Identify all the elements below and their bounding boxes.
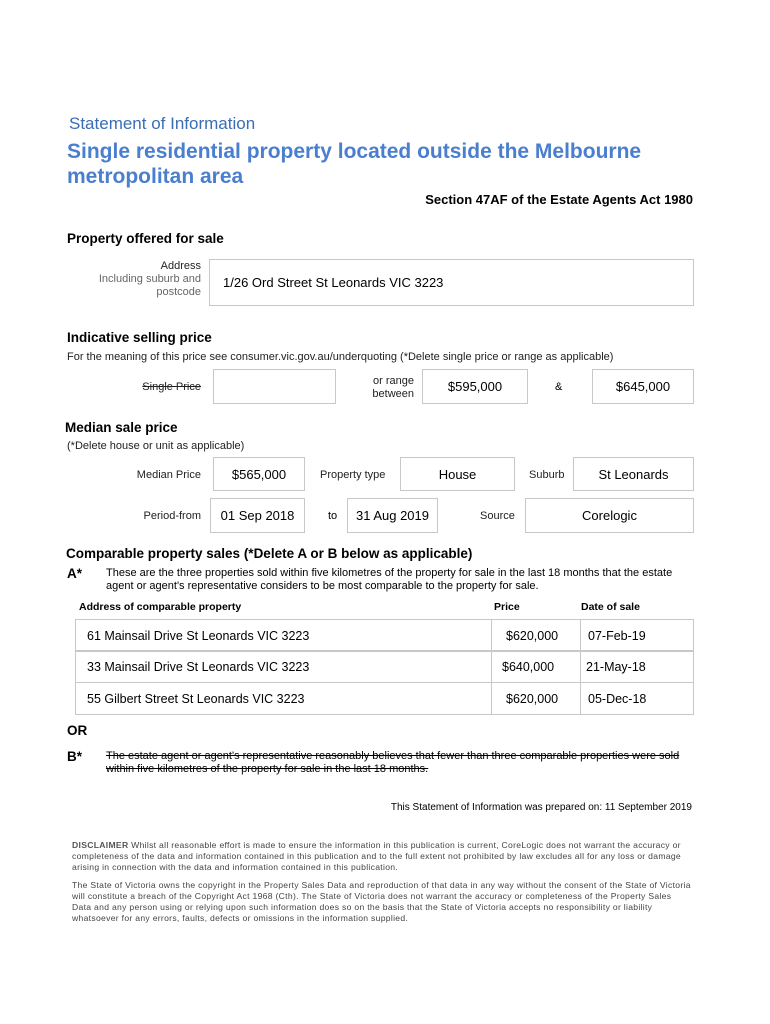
comparable-address: 33 Mainsail Drive St Leonards VIC 3223: [87, 659, 310, 674]
address-label-line: Address: [160, 260, 201, 272]
prepared-date: This Statement of Information was prepared on: 11 September 2019: [390, 802, 692, 813]
single-price-field[interactable]: [213, 369, 336, 404]
col-header-address: Address of comparable property: [79, 601, 242, 613]
source-label: Source: [480, 510, 515, 522]
address-label: [80, 260, 201, 299]
range-label-line: or range: [373, 375, 414, 387]
range-low-value: $595,000: [447, 379, 503, 394]
single-price-label: Single Price: [142, 381, 201, 393]
disclaimer-paragraph: [72, 840, 692, 873]
period-from-label: Period-from: [143, 510, 201, 522]
range-ampersand: &: [555, 381, 563, 393]
document-subtitle: Statement of Information: [69, 114, 256, 133]
address-field[interactable]: [209, 259, 694, 306]
option-a-marker: A*: [67, 566, 83, 581]
col-header-date: Date of sale: [581, 601, 640, 613]
comparable-heading: Comparable property sales (*Delete A or B below as applicable): [66, 546, 473, 561]
comparable-date: 05-Dec-18: [588, 691, 647, 706]
table-row: [75, 650, 694, 683]
median-note: (*Delete house or unit as applicable): [67, 440, 245, 452]
source-value: Corelogic: [582, 508, 637, 523]
property-heading: Property offered for sale: [67, 231, 224, 246]
comparable-price: $620,000: [506, 628, 559, 643]
table-row: [75, 619, 694, 652]
comparable-price: $640,000: [502, 659, 555, 674]
period-to-label: to: [328, 510, 338, 522]
period-from-value: 01 Sep 2018: [220, 508, 295, 523]
median-price-value: $565,000: [231, 466, 287, 482]
indicative-note: For the meaning of this price see consumer.vic.gov.au/underquoting (*Delete single price or range as applicable): [67, 351, 614, 363]
period-to-value: 31 Aug 2019: [355, 508, 430, 523]
act-reference: Section 47AF of the Estate Agents Act 1980: [425, 192, 693, 207]
column-divider: [580, 620, 581, 651]
column-divider: [491, 651, 492, 682]
address-label-line: Including suburb and: [98, 273, 201, 285]
document-title: Single residential property located outside the Melbourne metropolitan area: [67, 140, 642, 188]
comparable-date: 21-May-18: [586, 659, 646, 674]
option-b-text: The estate agent or agent's representative reasonably believes that fewer than three comparable properties were sold within five kilometres of the property for sale in the last 18 months.: [106, 750, 680, 775]
comparable-price: $620,000: [506, 691, 559, 706]
table-row: [75, 682, 694, 715]
indicative-heading: Indicative selling price: [67, 330, 212, 345]
suburb-value: St Leonards: [598, 466, 669, 482]
col-header-price: Price: [494, 601, 520, 613]
property-type-field[interactable]: [400, 457, 515, 491]
property-type-label: Property type: [320, 469, 386, 481]
median-heading: Median sale price: [65, 420, 178, 435]
range-high-field[interactable]: [592, 369, 694, 404]
period-to-field[interactable]: [347, 498, 438, 533]
column-divider: [491, 683, 492, 714]
range-label: [340, 375, 414, 401]
comparable-address: 61 Mainsail Drive St Leonards VIC 3223: [87, 628, 310, 643]
range-low-field[interactable]: [422, 369, 528, 404]
comparable-address: 55 Gilbert Street St Leonards VIC 3223: [87, 691, 305, 706]
address-value: 1/26 Ord Street St Leonards VIC 3223: [223, 275, 444, 290]
or-label: OR: [67, 723, 88, 738]
period-from-field[interactable]: [210, 498, 305, 533]
option-a-text: These are the three properties sold within five kilometres of the property for sale in the last 18 months that the estate agent or agent's representative considers to be most comparable to the property for sale.: [106, 567, 673, 592]
source-field[interactable]: [525, 498, 694, 533]
range-high-value: $645,000: [615, 379, 671, 394]
column-divider: [491, 620, 492, 651]
address-label-line: postcode: [156, 286, 201, 298]
median-price-label: Median Price: [136, 469, 201, 481]
copyright-paragraph: The State of Victoria owns the copyright in the Property Sales Data and reproduction of that data in any way without the consent of the State of Victoria will constitute a breach of the Copyright Act 1968 (Cth). The State of Victoria does not warrant the accuracy or completeness of the Property Sales Data and any person using or relying upon such information does so on the basis that the State of Victoria accepts no responsibility or liability whatsoever for any errors, faults, defects or omissions in the information supplied.: [72, 880, 691, 923]
option-b-marker: B*: [67, 749, 83, 764]
column-divider: [580, 651, 581, 682]
column-divider: [580, 683, 581, 714]
median-price-field[interactable]: [213, 457, 305, 491]
suburb-field[interactable]: [573, 457, 694, 491]
comparable-date: 07-Feb-19: [588, 628, 646, 643]
suburb-label: Suburb: [529, 469, 565, 481]
property-type-value: House: [438, 466, 477, 482]
disclaimer-text: Whilst all reasonable effort is made to ensure the information in this publication is current, CoreLogic does not warrant the accuracy or completeness of the data and information contained in this publication and to the full extent not prohibited by law excludes all for any loss or damage arising in connection with the data and information contained in this publication.: [72, 840, 682, 872]
range-label-line: between: [372, 388, 414, 400]
disclaimer-label: DISCLAIMER: [72, 840, 129, 850]
